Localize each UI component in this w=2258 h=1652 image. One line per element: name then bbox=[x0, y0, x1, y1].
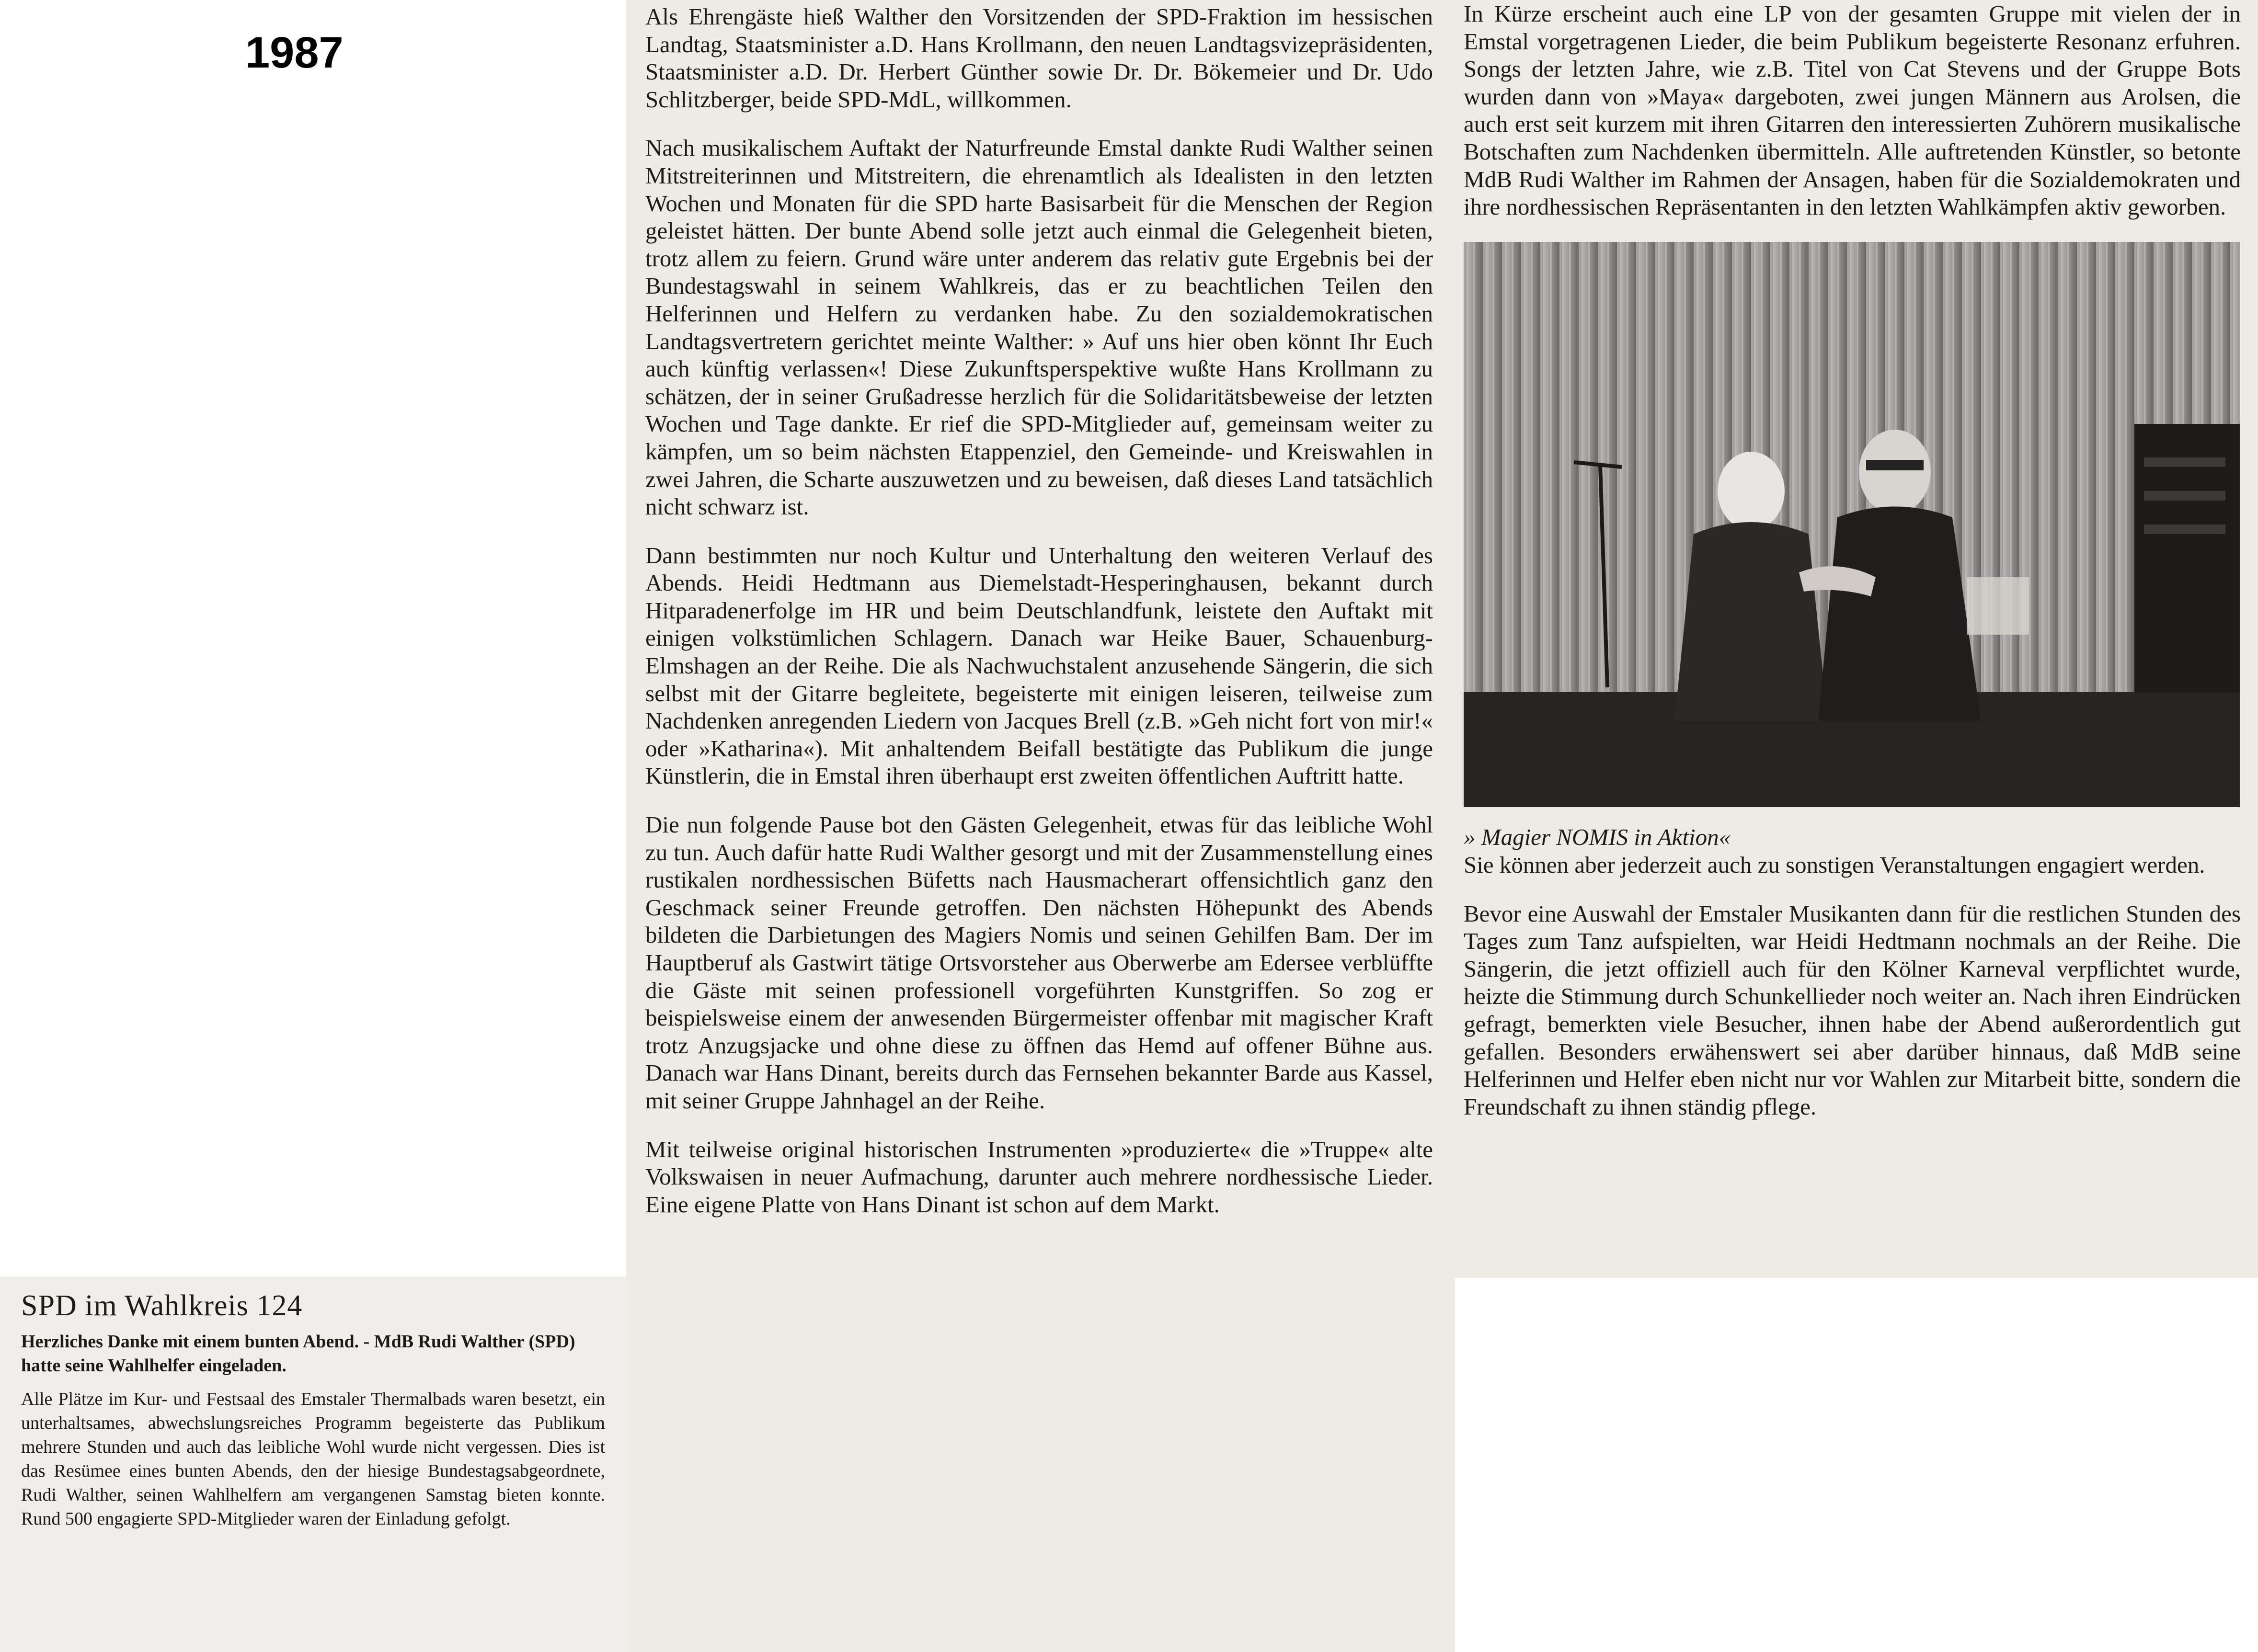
paragraph: Die nun folgende Pause bot den Gästen Gelegenheit, etwas für das leibliche Wohl zu tun. Auch dafür hatte Rudi Walther gesorgt und mit der Zusammenstellung eines rustikalen nordhessischen Büfetts nach Hausmacherart offensichtlich ganz den Geschmack seiner Freunde getroffen. Den nächsten Höhepunkt des Abends bildeten die Darbietungen des Magiers Nomis und seinen Gehilfen Bam. Der im Hauptberuf als Gastwirt tätige Ortsvorsteher aus Oberwerbe am Edersee verblüffte die Gäste mit seinen professionell vorgeführten Kunstgriffen. So zog er beispielsweise einem der anwesenden Bürgermeister offenbar mit magischer Kraft trotz Anzugsjacke und ohne diese zu öffnen das Hemd auf offener Bühne aus. Danach war Hans Dinant, bereits durch das Fernsehen bekannter Barde aus Kassel, mit seiner Gruppe Jahnhagel an der Reihe. bbox=[645, 811, 1433, 1114]
subheadline: Herzliches Danke mit einem bunten Abend. - MdB Rudi Walther (SPD) hatte seine Wahlhelfer eingeladen. bbox=[21, 1332, 575, 1376]
paragraph: Nach musikalischem Auftakt der Naturfreunde Emstal dankte Rudi Walther seinen Mitstreiterinnen und Mitstreitern, die ehrenamtlich als Idealisten in den letzten Wochen und Monaten für die SPD harte Basisarbeit für die Menschen der Region geleistet hätten. Der bunte Abend solle jetzt auch einmal die Gelegenheit bieten, trotz allem zu feiern. Grund wäre unter anderem das relativ gute Ergebnis bei der Bundestagswahl in seinem Wahlkreis, das er zu beachtlichen Teilen den Helferinnen und Helfern zu verdanken habe. Zu den sozialdemokratischen Landtagsvertretern gerichtet meinte Walther: » Auf uns hier oben könnt Ihr Euch auch künftig verlassen«! Diese Zukunftsperspektive wußte Hans Krollmann zu schätzen, der in seiner Grußadresse herzlich für die Solidaritätsbeweise der letzten Wochen und Tage dankte. Er rief die SPD-Mitglieder auf, gemeinsam weiter zu kämpfen, um so beim nächsten Etappenziel, den Gemeinde- und Kreiswahlen in zwei Jahren, die Scharte auszuwetzen und zu beweisen, daß dieses Land tatsächlich nicht schwarz ist. bbox=[645, 135, 1433, 520]
assistant-head-shape bbox=[1859, 430, 1931, 514]
magician-head-shape bbox=[1718, 452, 1785, 530]
paragraph: Dann bestimmten nur noch Kultur und Unterhaltung den weiteren Verlauf des Abends. Heidi Hedtmann aus Diemelstadt-Hesperinghausen, bekannt durch Hitparadenerfolge im HR und beim Deutschlandfunk, leistete den Auftakt mit einigen volkstümlichen Schlagern. Danach war Heike Bauer, Schauenburg-Elmshagen an der Reihe. Die als Nachwuchstalent anzusehende Sängerin, die sich selbst mit der Gitarre begleitete, begeisterte mit einigen leiseren, teilweise zum Nachdenken anregenden Liedern von Jacques Brell (z.B. »Geh nicht fort von mir!« oder »Katharina«). Mit anhaltendem Beifall bestätigte das Publikum die junge Künstlerin, die in Emstal ihren überhaupt erst zweiten öffentlichen Auftritt hatte. bbox=[645, 542, 1433, 789]
stage-photo bbox=[1464, 242, 2240, 807]
paragraph: Mit teilweise original historischen Instrumenten »produzierte« die »Truppe« alte Volkswaisen in neuer Aufmachung, darunter auch mehrere nordhessische Lieder. Eine eigene Platte von Hans Dinant ist schon auf dem Markt. bbox=[645, 1136, 1433, 1218]
photo-caption: » Magier NOMIS in Aktion« bbox=[1464, 824, 1731, 851]
intro-clipping bbox=[0, 1276, 626, 1652]
caption-follow-text: Sie können aber jederzeit auch zu sonstigen Veranstaltungen engagiert werden. bbox=[1464, 851, 2205, 878]
paragraph: In Kürze erscheint auch eine LP von der gesamten Gruppe mit vielen der in Emstal vorgetragenen Lieder, die beim Publikum begeisterte Resonanz erfuhren. Songs der letzten Jahre, wie z.B. Titel von Cat Stevens und der Gruppe Bots wurden dann von »Maya« dargeboten, zwei jungen Männern aus Arolsen, die auch erst seit kurzem mit ihren Gitarren den interessierten Zuhörern musikalische Botschaften zum Nachdenken übermitteln. Alle auftretenden Künstler, so betonte MdB Rudi Walther im Rahmen der Ansagen, haben für die Sozialdemokraten und ihre nordhessischen Repräsentanten in den letzten Wahlkämpfen aktiv geworben. bbox=[1464, 0, 2241, 220]
intro-paragraph: Alle Plätze im Kur- und Festsaal des Emstaler Thermalbads waren besetzt, ein unterhaltsames, abwechslungsreiches Programm begeisterte das Publikum mehrere Stunden und auch das leibliche Wohl wurde nicht vergessen. Dies ist das Resümee eines bunten Abends, den der hiesige Bundestagsabgeordnete, Rudi Walther, seinen Wahlhelfern am vergangenen Samstag bieten konnte. Rund 500 engagierte SPD-Mitglieder waren der Einladung gefolgt. bbox=[21, 1389, 605, 1529]
middle-column-clipping bbox=[626, 0, 1455, 1652]
paragraph: Als Ehrengäste hieß Walther den Vorsitzenden der SPD-Fraktion im hessischen Landtag, Staatsminister a.D. Hans Krollmann, den neuen Landtagsvizepräsidenten, Staatsminister a.D. Dr. Herbert Günther sowie Dr. Dr. Bökemeier und Dr. Udo Schlitzberger, beide SPD-MdL, willkommen. bbox=[645, 3, 1433, 113]
paragraph: Bevor eine Auswahl der Emstaler Musikanten dann für die restlichen Stunden des Tages zum Tanz aufspielten, war Heidi Hedtmann nochmals an der Reihe. Die Sängerin, die jetzt offiziell auch für den Kölner Karneval verpflichtet wurde, heizte die Stimmung durch Schunkellieder noch weiter an. Nach ihren Eindrücken gefragt, bemerkten viele Besucher, ihnen habe der Abend außerordentlich gut gefallen. Besonders erwähenswert sei aber darüber hinnaus, daß MdB seine Helferinnen und Helfer eben nicht nur vor Wahlen zur Mitarbeit bitte, sondern die Freundschaft zu ihnen ständig pflege. bbox=[1464, 900, 2241, 1120]
headline: SPD im Wahlkreis 124 bbox=[21, 1289, 303, 1322]
year-label: 1987 bbox=[245, 28, 344, 77]
event-photo bbox=[1464, 242, 2241, 813]
right-column-clipping bbox=[1455, 0, 2258, 1278]
